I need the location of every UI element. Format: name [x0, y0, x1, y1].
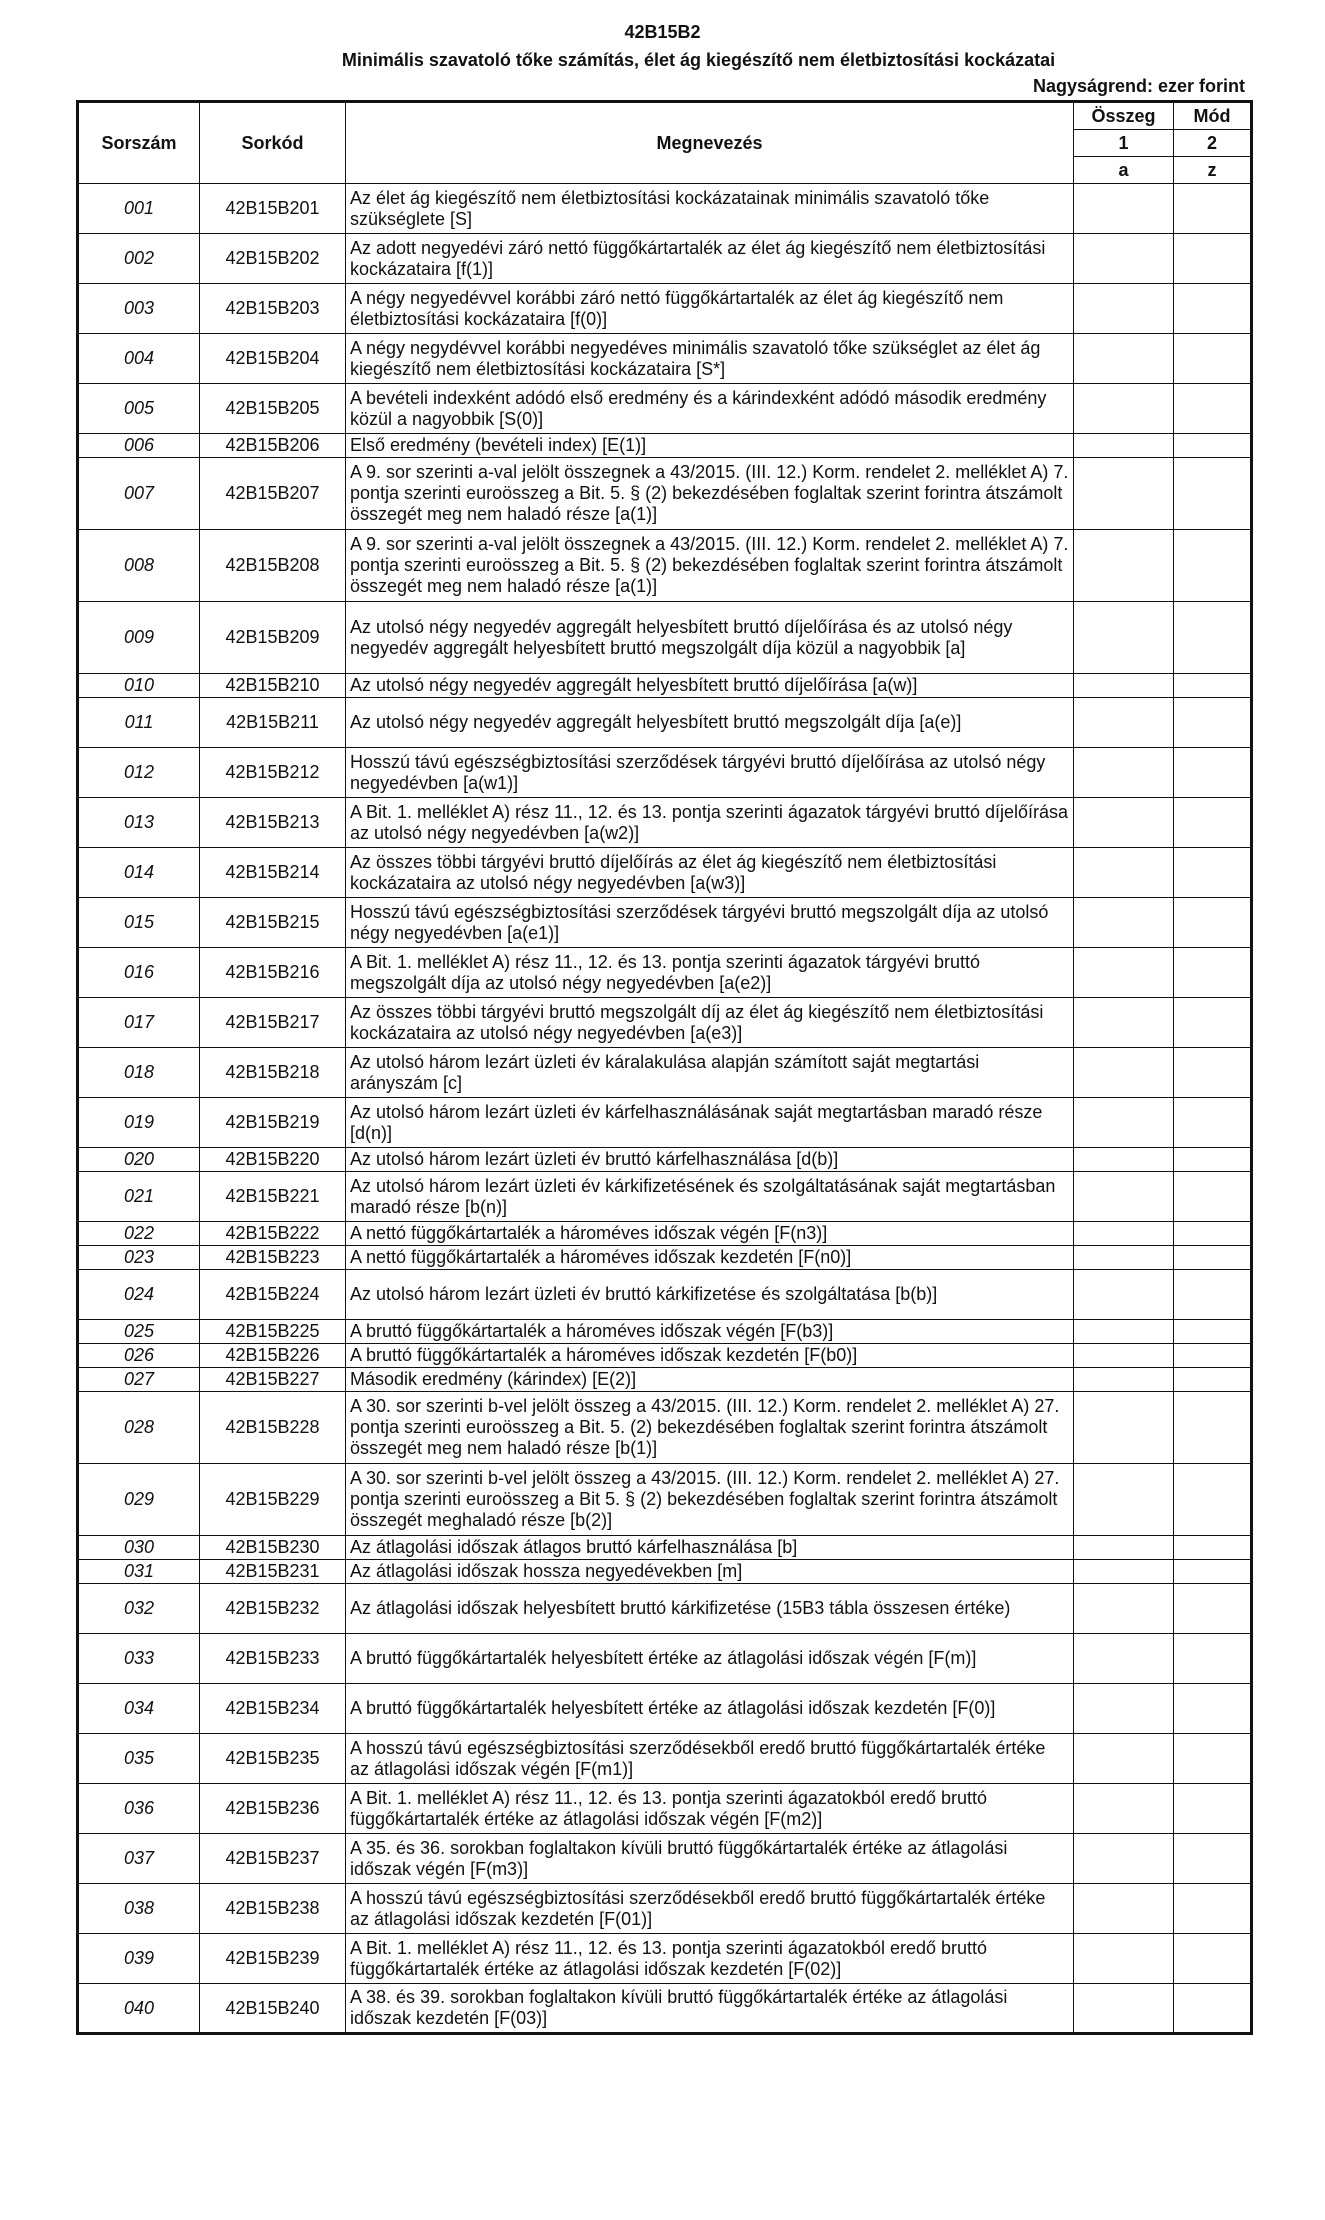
row-amount-cell[interactable] — [1074, 234, 1174, 284]
row-amount-cell[interactable] — [1074, 1098, 1174, 1148]
row-number: 040 — [78, 1984, 200, 2034]
column-header-no: Sorszám — [78, 102, 200, 184]
row-number: 013 — [78, 798, 200, 848]
row-mode-cell[interactable] — [1174, 334, 1252, 384]
row-code: 42B15B215 — [200, 898, 346, 948]
table-row — [78, 1884, 1252, 1934]
row-amount-cell[interactable] — [1074, 1560, 1174, 1584]
row-description: Az átlagolási időszak hossza negyedévekben [m] — [346, 1560, 1074, 1584]
row-number: 038 — [78, 1884, 200, 1934]
row-amount-cell[interactable] — [1074, 798, 1174, 848]
row-number: 036 — [78, 1784, 200, 1834]
table-row — [78, 1634, 1252, 1684]
row-description: A négy negydévvel korábbi negyedéves minimális szavatoló tőke szükséglet az élet ág kiegészítő nem életbiztosítási kockázataira [S*] — [346, 334, 1074, 384]
row-code: 42B15B212 — [200, 748, 346, 798]
row-mode-cell[interactable] — [1174, 1834, 1252, 1884]
row-mode-cell[interactable] — [1174, 434, 1252, 458]
table-row — [78, 1984, 1252, 2034]
row-mode-cell[interactable] — [1174, 384, 1252, 434]
row-description: Első eredmény (bevételi index) [E(1)] — [346, 434, 1074, 458]
row-code: 42B15B236 — [200, 1784, 346, 1834]
row-description: Az utolsó négy negyedév aggregált helyesbített bruttó díjelőírása és az utolsó négy negyedév aggregált helyesbített bruttó megszolgált díja közül a nagyobbik [a] — [346, 602, 1074, 674]
table-row — [78, 1934, 1252, 1984]
row-number: 022 — [78, 1222, 200, 1246]
table-row — [78, 284, 1252, 334]
row-description: A bruttó függőkártartalék helyesbített értéke az átlagolási időszak végén [F(m)] — [346, 1634, 1074, 1684]
row-description: A bruttó függőkártartalék a hároméves időszak végén [F(b3)] — [346, 1320, 1074, 1344]
column-header-mode: Mód — [1174, 102, 1252, 130]
table-row — [78, 748, 1252, 798]
row-description: Az utolsó három lezárt üzleti év káralakulása alapján számított saját megtartási arányszám [c] — [346, 1048, 1074, 1098]
row-mode-cell[interactable] — [1174, 1684, 1252, 1734]
table-row — [78, 1320, 1252, 1344]
table-row — [78, 1584, 1252, 1634]
row-code: 42B15B228 — [200, 1392, 346, 1464]
row-description: Az összes többi tárgyévi bruttó megszolgált díj az élet ág kiegészítő nem életbiztosítási kockázataira az utolsó négy negyedévben [a(e3)] — [346, 998, 1074, 1048]
row-amount-cell[interactable] — [1074, 1984, 1174, 2034]
row-code: 42B15B209 — [200, 602, 346, 674]
row-code: 42B15B223 — [200, 1246, 346, 1270]
table-row — [78, 1172, 1252, 1222]
row-mode-cell[interactable] — [1174, 1464, 1252, 1536]
row-number: 008 — [78, 530, 200, 602]
row-amount-cell[interactable] — [1074, 1536, 1174, 1560]
table-row — [78, 334, 1252, 384]
row-number: 016 — [78, 948, 200, 998]
row-description: A Bit. 1. melléklet A) rész 11., 12. és 13. pontja szerinti ágazatok tárgyévi bruttó díjelőírása az utolsó négy negyedévben [a(w2)] — [346, 798, 1074, 848]
row-mode-cell[interactable] — [1174, 798, 1252, 848]
row-mode-cell[interactable] — [1174, 998, 1252, 1048]
row-number: 028 — [78, 1392, 200, 1464]
table-row — [78, 698, 1252, 748]
row-description: Az utolsó három lezárt üzleti év kárfelhasználásának saját megtartásban maradó része [d(n)] — [346, 1098, 1074, 1148]
row-amount-cell[interactable] — [1074, 1464, 1174, 1536]
row-amount-cell[interactable] — [1074, 898, 1174, 948]
row-amount-cell[interactable] — [1074, 1270, 1174, 1320]
row-mode-cell[interactable] — [1174, 458, 1252, 530]
row-amount-cell[interactable] — [1074, 948, 1174, 998]
row-number: 033 — [78, 1634, 200, 1684]
row-code: 42B15B202 — [200, 234, 346, 284]
row-code: 42B15B204 — [200, 334, 346, 384]
row-number: 039 — [78, 1934, 200, 1984]
row-code: 42B15B237 — [200, 1834, 346, 1884]
row-mode-cell[interactable] — [1174, 848, 1252, 898]
row-mode-cell[interactable] — [1174, 1246, 1252, 1270]
row-description: A hosszú távú egészségbiztosítási szerződésekből eredő bruttó függőkártartalék értéke az átlagolási időszak kezdetén [F(01)] — [346, 1884, 1074, 1934]
row-code: 42B15B221 — [200, 1172, 346, 1222]
row-number: 001 — [78, 184, 200, 234]
unit-label: Nagyságrend: ezer forint — [1032, 76, 1245, 96]
row-number: 031 — [78, 1560, 200, 1584]
row-amount-cell[interactable] — [1074, 1344, 1174, 1368]
row-description: Az utolsó három lezárt üzleti év kárkifizetésének és szolgáltatásának saját megtartásban maradó része [b(n)] — [346, 1172, 1074, 1222]
row-number: 014 — [78, 848, 200, 898]
row-number: 024 — [78, 1270, 200, 1320]
document-title: Minimális szavatoló tőke számítás, élet ág kiegészítő nem életbiztosítási kockázatai — [341, 50, 1056, 70]
row-description: Az átlagolási időszak átlagos bruttó kárfelhasználása [b] — [346, 1536, 1074, 1560]
table-row — [78, 1222, 1252, 1246]
table-row — [78, 458, 1252, 530]
row-code: 42B15B239 — [200, 1934, 346, 1984]
row-description: A Bit. 1. melléklet A) rész 11., 12. és 13. pontja szerinti ágazatok tárgyévi bruttó megszolgált díja az utolsó négy negyedévben [a(e2)] — [346, 948, 1074, 998]
column-header-code: Sorkód — [200, 102, 346, 184]
row-description: A 38. és 39. sorokban foglaltakon kívüli bruttó függőkártartalék értéke az átlagolási időszak kezdetén [F(03)] — [346, 1984, 1074, 2034]
row-number: 012 — [78, 748, 200, 798]
row-mode-cell[interactable] — [1174, 1222, 1252, 1246]
row-description: A 30. sor szerinti b-vel jelölt összeg a 43/2015. (III. 12.) Korm. rendelet 2. melléklet A) 27. pontja szerinti euroösszeg a Bit 5. § (2) bekezdésében foglaltak szerint forintra átszámolt összegét meghaladó része [b(2)] — [346, 1464, 1074, 1536]
row-number: 010 — [78, 674, 200, 698]
table-row — [78, 1344, 1252, 1368]
row-number: 004 — [78, 334, 200, 384]
table-row — [78, 798, 1252, 848]
row-number: 032 — [78, 1584, 200, 1634]
table-row — [78, 1560, 1252, 1584]
row-mode-cell[interactable] — [1174, 184, 1252, 234]
row-amount-cell[interactable] — [1074, 602, 1174, 674]
row-description: A 9. sor szerinti a-val jelölt összegnek a 43/2015. (III. 12.) Korm. rendelet 2. melléklet A) 7. pontja szerinti euroösszeg a Bit. 5. § (2) bekezdésében foglaltak szerint forintra átszámolt összegét meg nem haladó része [a(1)] — [346, 530, 1074, 602]
row-amount-cell[interactable] — [1074, 184, 1174, 234]
table-body — [78, 184, 1252, 2034]
row-number: 006 — [78, 434, 200, 458]
row-number: 021 — [78, 1172, 200, 1222]
row-amount-cell[interactable] — [1074, 334, 1174, 384]
row-code: 42B15B217 — [200, 998, 346, 1048]
row-amount-cell[interactable] — [1074, 1222, 1174, 1246]
row-code: 42B15B233 — [200, 1634, 346, 1684]
row-amount-cell[interactable] — [1074, 674, 1174, 698]
table-row — [78, 602, 1252, 674]
row-mode-cell[interactable] — [1174, 1172, 1252, 1222]
data-table — [76, 100, 1253, 2035]
row-number: 027 — [78, 1368, 200, 1392]
row-mode-cell[interactable] — [1174, 1270, 1252, 1320]
row-code: 42B15B240 — [200, 1984, 346, 2034]
row-description: A 30. sor szerinti b-vel jelölt összeg a 43/2015. (III. 12.) Korm. rendelet 2. melléklet A) 27. pontja szerinti euroösszeg a Bit. 5. (2) bekezdésében foglaltak szerint forintra átszámolt összegét meg nem haladó része [b(1)] — [346, 1392, 1074, 1464]
row-code: 42B15B216 — [200, 948, 346, 998]
row-code: 42B15B222 — [200, 1222, 346, 1246]
table-row — [78, 1098, 1252, 1148]
row-mode-cell[interactable] — [1174, 1584, 1252, 1634]
row-description: A Bit. 1. melléklet A) rész 11., 12. és 13. pontja szerinti ágazatokból eredő bruttó függőkártartalék értéke az átlagolási időszak végén [F(m2)] — [346, 1784, 1074, 1834]
column-header-amount: Összeg — [1074, 102, 1174, 130]
row-code: 42B15B229 — [200, 1464, 346, 1536]
row-description: A 35. és 36. sorokban foglaltakon kívüli bruttó függőkártartalék értéke az átlagolási időszak végén [F(m3)] — [346, 1834, 1074, 1884]
row-description: Az adott negyedévi záró nettó függőkártartalék az élet ág kiegészítő nem életbiztosítási kockázataira [f(1)] — [346, 234, 1074, 284]
table-row — [78, 1270, 1252, 1320]
row-amount-cell[interactable] — [1074, 1246, 1174, 1270]
row-mode-cell[interactable] — [1174, 602, 1252, 674]
row-amount-cell[interactable] — [1074, 434, 1174, 458]
table-row — [78, 234, 1252, 284]
table-row — [78, 1368, 1252, 1392]
column-letter-mode: z — [1174, 157, 1252, 184]
table-row — [78, 1784, 1252, 1834]
row-code: 42B15B219 — [200, 1098, 346, 1148]
row-amount-cell[interactable] — [1074, 998, 1174, 1048]
row-mode-cell[interactable] — [1174, 898, 1252, 948]
table-row — [78, 1464, 1252, 1536]
row-number: 023 — [78, 1246, 200, 1270]
row-code: 42B15B206 — [200, 434, 346, 458]
row-description: A négy negyedévvel korábbi záró nettó függőkártartalék az élet ág kiegészítő nem életbiztosítási kockázataira [f(0)] — [346, 284, 1074, 334]
row-mode-cell[interactable] — [1174, 284, 1252, 334]
row-description: A bruttó függőkártartalék a hároméves időszak kezdetén [F(b0)] — [346, 1344, 1074, 1368]
row-description: Az utolsó négy negyedév aggregált helyesbített bruttó díjelőírása [a(w)] — [346, 674, 1074, 698]
row-amount-cell[interactable] — [1074, 1148, 1174, 1172]
table-row — [78, 948, 1252, 998]
row-description: A nettó függőkártartalék a hároméves időszak kezdetén [F(n0)] — [346, 1246, 1074, 1270]
row-mode-cell[interactable] — [1174, 530, 1252, 602]
row-number: 011 — [78, 698, 200, 748]
row-mode-cell[interactable] — [1174, 1048, 1252, 1098]
column-number-amount: 1 — [1074, 130, 1174, 157]
row-mode-cell[interactable] — [1174, 948, 1252, 998]
column-header-desc: Megnevezés — [346, 102, 1074, 184]
row-description: Az utolsó három lezárt üzleti év bruttó kárfelhasználása [d(b)] — [346, 1148, 1074, 1172]
row-amount-cell[interactable] — [1074, 1320, 1174, 1344]
row-amount-cell[interactable] — [1074, 458, 1174, 530]
row-description: A bevételi indexként adódó első eredmény és a kárindexként adódó második eredmény közül a nagyobbik [S(0)] — [346, 384, 1074, 434]
row-mode-cell[interactable] — [1174, 1784, 1252, 1834]
row-number: 037 — [78, 1834, 200, 1884]
table-row — [78, 1734, 1252, 1784]
table-row — [78, 1048, 1252, 1098]
table-row — [78, 998, 1252, 1048]
row-code: 42B15B205 — [200, 384, 346, 434]
row-mode-cell[interactable] — [1174, 1536, 1252, 1560]
table-row — [78, 898, 1252, 948]
table-row — [78, 184, 1252, 234]
row-code: 42B15B227 — [200, 1368, 346, 1392]
row-code: 42B15B207 — [200, 458, 346, 530]
table-row — [78, 1392, 1252, 1464]
row-code: 42B15B235 — [200, 1734, 346, 1784]
row-description: A Bit. 1. melléklet A) rész 11., 12. és 13. pontja szerinti ágazatokból eredő bruttó függőkártartalék értéke az átlagolási időszak kezdetén [F(02)] — [346, 1934, 1074, 1984]
row-number: 035 — [78, 1734, 200, 1784]
row-code: 42B15B238 — [200, 1884, 346, 1934]
table-row — [78, 1148, 1252, 1172]
row-amount-cell[interactable] — [1074, 848, 1174, 898]
row-code: 42B15B224 — [200, 1270, 346, 1320]
row-mode-cell[interactable] — [1174, 1734, 1252, 1784]
table-row — [78, 1834, 1252, 1884]
row-mode-cell[interactable] — [1174, 748, 1252, 798]
row-amount-cell[interactable] — [1074, 1634, 1174, 1684]
row-number: 007 — [78, 458, 200, 530]
row-number: 025 — [78, 1320, 200, 1344]
table-row — [78, 384, 1252, 434]
row-code: 42B15B226 — [200, 1344, 346, 1368]
row-description: A hosszú távú egészségbiztosítási szerződésekből eredő bruttó függőkártartalék értéke az átlagolási időszak végén [F(m1)] — [346, 1734, 1074, 1784]
row-number: 003 — [78, 284, 200, 334]
row-number: 005 — [78, 384, 200, 434]
row-number: 009 — [78, 602, 200, 674]
row-mode-cell[interactable] — [1174, 1634, 1252, 1684]
row-code: 42B15B203 — [200, 284, 346, 334]
row-description: A nettó függőkártartalék a hároméves időszak végén [F(n3)] — [346, 1222, 1074, 1246]
row-amount-cell[interactable] — [1074, 748, 1174, 798]
row-amount-cell[interactable] — [1074, 1934, 1174, 1984]
row-description: A 9. sor szerinti a-val jelölt összegnek a 43/2015. (III. 12.) Korm. rendelet 2. melléklet A) 7. pontja szerinti euroösszeg a Bit. 5. § (2) bekezdésében foglaltak szerint forintra átszámolt összegét meg nem haladó része [a(1)] — [346, 458, 1074, 530]
row-code: 42B15B210 — [200, 674, 346, 698]
row-number: 026 — [78, 1344, 200, 1368]
table-row — [78, 1684, 1252, 1734]
row-mode-cell[interactable] — [1174, 1098, 1252, 1148]
row-number: 020 — [78, 1148, 200, 1172]
row-code: 42B15B232 — [200, 1584, 346, 1634]
row-amount-cell[interactable] — [1074, 1834, 1174, 1884]
table-row — [78, 434, 1252, 458]
row-description: Hosszú távú egészségbiztosítási szerződések tárgyévi bruttó díjelőírása az utolsó négy negyedévben [a(w1)] — [346, 748, 1074, 798]
row-amount-cell[interactable] — [1074, 1784, 1174, 1834]
table-row — [78, 530, 1252, 602]
row-amount-cell[interactable] — [1074, 530, 1174, 602]
row-number: 034 — [78, 1684, 200, 1734]
row-number: 002 — [78, 234, 200, 284]
row-mode-cell[interactable] — [1174, 1392, 1252, 1464]
row-description: Második eredmény (kárindex) [E(2)] — [346, 1368, 1074, 1392]
row-description: Az összes többi tárgyévi bruttó díjelőírás az élet ág kiegészítő nem életbiztosítási kockázataira az utolsó négy negyedévben [a(w3)] — [346, 848, 1074, 898]
row-code: 42B15B231 — [200, 1560, 346, 1584]
row-code: 42B15B201 — [200, 184, 346, 234]
row-number: 019 — [78, 1098, 200, 1148]
row-code: 42B15B213 — [200, 798, 346, 848]
row-number: 018 — [78, 1048, 200, 1098]
row-code: 42B15B225 — [200, 1320, 346, 1344]
row-amount-cell[interactable] — [1074, 1368, 1174, 1392]
column-letter-amount: a — [1074, 157, 1174, 184]
row-mode-cell[interactable] — [1174, 1560, 1252, 1584]
column-number-mode: 2 — [1174, 130, 1252, 157]
row-mode-cell[interactable] — [1174, 234, 1252, 284]
row-mode-cell[interactable] — [1174, 1320, 1252, 1344]
table-row — [78, 1246, 1252, 1270]
row-amount-cell[interactable] — [1074, 1584, 1174, 1634]
row-amount-cell[interactable] — [1074, 384, 1174, 434]
row-number: 017 — [78, 998, 200, 1048]
row-mode-cell[interactable] — [1174, 1148, 1252, 1172]
row-code: 42B15B208 — [200, 530, 346, 602]
row-mode-cell[interactable] — [1174, 674, 1252, 698]
row-number: 015 — [78, 898, 200, 948]
row-amount-cell[interactable] — [1074, 1392, 1174, 1464]
row-mode-cell[interactable] — [1174, 1934, 1252, 1984]
row-amount-cell[interactable] — [1074, 1684, 1174, 1734]
row-number: 030 — [78, 1536, 200, 1560]
row-code: 42B15B214 — [200, 848, 346, 898]
row-description: Az utolsó három lezárt üzleti év bruttó kárkifizetése és szolgáltatása [b(b)] — [346, 1270, 1074, 1320]
table-row — [78, 848, 1252, 898]
row-mode-cell[interactable] — [1174, 698, 1252, 748]
document-code: 42B15B2 — [624, 22, 701, 42]
row-amount-cell[interactable] — [1074, 284, 1174, 334]
table-row — [78, 674, 1252, 698]
row-mode-cell[interactable] — [1174, 1368, 1252, 1392]
row-code: 42B15B220 — [200, 1148, 346, 1172]
row-description: Az élet ág kiegészítő nem életbiztosítási kockázatainak minimális szavatoló tőke szükséglete [S] — [346, 184, 1074, 234]
row-description: A bruttó függőkártartalék helyesbített értéke az átlagolási időszak kezdetén [F(0)] — [346, 1684, 1074, 1734]
row-code: 42B15B218 — [200, 1048, 346, 1098]
row-description: Hosszú távú egészségbiztosítási szerződések tárgyévi bruttó megszolgált díja az utolsó négy negyedévben [a(e1)] — [346, 898, 1074, 948]
row-description: Az átlagolási időszak helyesbített bruttó kárkifizetése (15B3 tábla összesen értéke) — [346, 1584, 1074, 1634]
row-mode-cell[interactable] — [1174, 1984, 1252, 2034]
table-row — [78, 1536, 1252, 1560]
row-amount-cell[interactable] — [1074, 1172, 1174, 1222]
row-amount-cell[interactable] — [1074, 1048, 1174, 1098]
row-mode-cell[interactable] — [1174, 1344, 1252, 1368]
row-code: 42B15B234 — [200, 1684, 346, 1734]
row-amount-cell[interactable] — [1074, 698, 1174, 748]
row-description: Az utolsó négy negyedév aggregált helyesbített bruttó megszolgált díja [a(e)] — [346, 698, 1074, 748]
row-code: 42B15B230 — [200, 1536, 346, 1560]
row-amount-cell[interactable] — [1074, 1734, 1174, 1784]
row-amount-cell[interactable] — [1074, 1884, 1174, 1934]
row-code: 42B15B211 — [200, 698, 346, 748]
row-mode-cell[interactable] — [1174, 1884, 1252, 1934]
row-number: 029 — [78, 1464, 200, 1536]
